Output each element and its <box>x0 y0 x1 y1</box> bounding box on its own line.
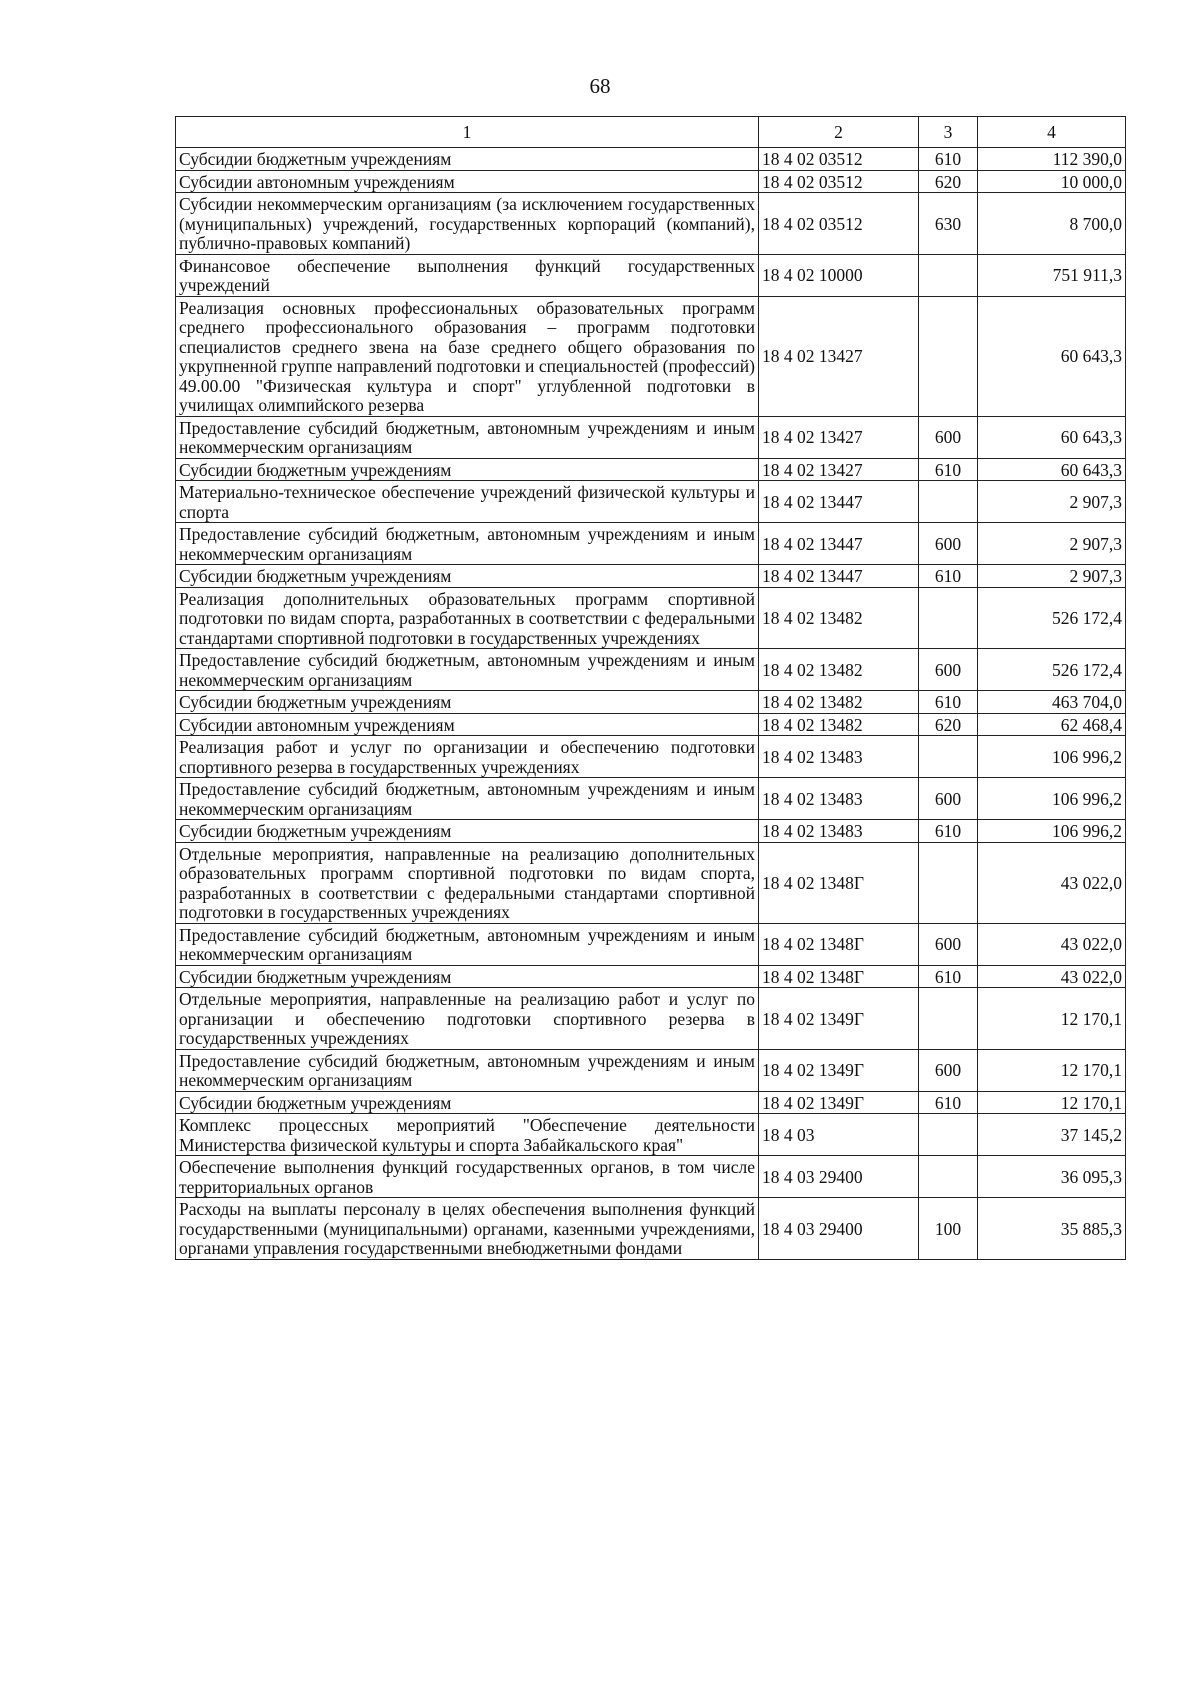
row-name-cell: Субсидии автономным учреждениям <box>176 713 759 736</box>
row-expense-type-cell <box>919 1114 978 1156</box>
row-name-cell: Отдельные мероприятия, направленные на реализацию дополнительных образовательных программ спортивной подготовки по видам спорта, разработанных в соответствии с федеральными стандартами спортивной подготовки в государственных учреждениях <box>176 842 759 923</box>
row-amount-cell: 106 996,2 <box>978 820 1126 843</box>
row-expense-type-cell: 600 <box>919 778 978 820</box>
row-code-cell: 18 4 02 10000 <box>759 254 919 296</box>
row-code-cell: 18 4 03 29400 <box>759 1198 919 1260</box>
row-code-cell: 18 4 02 13427 <box>759 458 919 481</box>
row-amount-cell: 751 911,3 <box>978 254 1126 296</box>
column-header-code: 2 <box>759 117 919 148</box>
row-code-cell: 18 4 02 13482 <box>759 713 919 736</box>
row-name-cell: Предоставление субсидий бюджетным, автономным учреждениям и иным некоммерческим организациям <box>176 1049 759 1091</box>
row-name-cell: Предоставление субсидий бюджетным, автономным учреждениям и иным некоммерческим организациям <box>176 416 759 458</box>
row-amount-cell: 37 145,2 <box>978 1114 1126 1156</box>
row-expense-type-cell: 600 <box>919 649 978 691</box>
row-code-cell: 18 4 02 1348Г <box>759 842 919 923</box>
row-name-cell: Предоставление субсидий бюджетным, автономным учреждениям и иным некоммерческим организациям <box>176 778 759 820</box>
row-code-cell: 18 4 02 13483 <box>759 736 919 778</box>
row-code-cell: 18 4 02 03512 <box>759 170 919 193</box>
row-expense-type-cell: 610 <box>919 691 978 714</box>
row-code-cell: 18 4 02 1349Г <box>759 1091 919 1114</box>
table-row <box>176 1091 1126 1114</box>
row-name-cell: Субсидии бюджетным учреждениям <box>176 458 759 481</box>
table-row <box>176 736 1126 778</box>
row-amount-cell: 62 468,4 <box>978 713 1126 736</box>
row-name-cell: Субсидии бюджетным учреждениям <box>176 565 759 588</box>
row-amount-cell: 2 907,3 <box>978 481 1126 523</box>
row-name-cell: Субсидии бюджетным учреждениям <box>176 820 759 843</box>
row-expense-type-cell: 600 <box>919 923 978 965</box>
row-name-cell: Субсидии автономным учреждениям <box>176 170 759 193</box>
row-name-cell: Реализация основных профессиональных образовательных программ среднего профессионального образования – программ подготовки специалистов среднего звена на базе среднего общего образования по укрупненной группе направлений подготовки и специальностей (профессий) 49.00.00 "Физическая культура и спорт" углубленной подготовки в училищах олимпийского резерва <box>176 296 759 416</box>
row-expense-type-cell <box>919 254 978 296</box>
table-row <box>176 193 1126 255</box>
table-row <box>176 170 1126 193</box>
row-expense-type-cell: 610 <box>919 965 978 988</box>
table-row <box>176 587 1126 649</box>
table-row <box>176 691 1126 714</box>
table-row <box>176 1049 1126 1091</box>
row-amount-cell: 526 172,4 <box>978 649 1126 691</box>
row-code-cell: 18 4 02 1349Г <box>759 988 919 1050</box>
row-code-cell: 18 4 02 03512 <box>759 148 919 171</box>
row-amount-cell: 106 996,2 <box>978 778 1126 820</box>
row-expense-type-cell <box>919 296 978 416</box>
row-expense-type-cell: 610 <box>919 148 978 171</box>
table-row <box>176 1156 1126 1198</box>
table-row <box>176 565 1126 588</box>
row-amount-cell: 60 643,3 <box>978 296 1126 416</box>
table-header <box>176 117 1126 148</box>
row-name-cell: Субсидии бюджетным учреждениям <box>176 691 759 714</box>
row-amount-cell: 2 907,3 <box>978 565 1126 588</box>
row-amount-cell: 43 022,0 <box>978 923 1126 965</box>
row-code-cell: 18 4 02 03512 <box>759 193 919 255</box>
row-name-cell: Субсидии бюджетным учреждениям <box>176 1091 759 1114</box>
row-name-cell: Субсидии некоммерческим организациям (за исключением государственных (муниципальных) учреждений, государственных корпораций (компаний), публично-правовых компаний) <box>176 193 759 255</box>
row-expense-type-cell: 100 <box>919 1198 978 1260</box>
row-name-cell: Реализация дополнительных образовательных программ спортивной подготовки по видам спорта, разработанных в соответствии с федеральными стандартами спортивной подготовки в государственных учреждениях <box>176 587 759 649</box>
row-expense-type-cell <box>919 481 978 523</box>
row-expense-type-cell: 600 <box>919 523 978 565</box>
row-expense-type-cell: 610 <box>919 458 978 481</box>
row-expense-type-cell <box>919 736 978 778</box>
row-name-cell: Расходы на выплаты персоналу в целях обеспечения выполнения функций государственными (муниципальными) органами, казенными учреждениями, органами управления государственными внебюджетными фондами <box>176 1198 759 1260</box>
column-header-expense-type: 3 <box>919 117 978 148</box>
table-row <box>176 416 1126 458</box>
row-code-cell: 18 4 02 13447 <box>759 523 919 565</box>
row-name-cell: Предоставление субсидий бюджетным, автономным учреждениям и иным некоммерческим организациям <box>176 523 759 565</box>
row-expense-type-cell <box>919 587 978 649</box>
row-code-cell: 18 4 02 13483 <box>759 820 919 843</box>
row-amount-cell: 43 022,0 <box>978 842 1126 923</box>
table-row <box>176 254 1126 296</box>
row-expense-type-cell <box>919 988 978 1050</box>
table-row <box>176 842 1126 923</box>
table-row <box>176 1114 1126 1156</box>
row-code-cell: 18 4 02 13447 <box>759 481 919 523</box>
row-amount-cell: 10 000,0 <box>978 170 1126 193</box>
table-row <box>176 296 1126 416</box>
row-amount-cell: 43 022,0 <box>978 965 1126 988</box>
row-amount-cell: 2 907,3 <box>978 523 1126 565</box>
header-row <box>176 117 1126 148</box>
row-amount-cell: 8 700,0 <box>978 193 1126 255</box>
row-expense-type-cell <box>919 842 978 923</box>
row-code-cell: 18 4 02 13447 <box>759 565 919 588</box>
row-expense-type-cell: 610 <box>919 1091 978 1114</box>
table-row <box>176 649 1126 691</box>
page-number: 68 <box>589 74 611 98</box>
row-amount-cell: 12 170,1 <box>978 1049 1126 1091</box>
column-header-name: 1 <box>176 117 759 148</box>
row-code-cell: 18 4 02 13483 <box>759 778 919 820</box>
row-code-cell: 18 4 02 1349Г <box>759 1049 919 1091</box>
row-name-cell: Обеспечение выполнения функций государственных органов, в том числе территориальных органов <box>176 1156 759 1198</box>
row-name-cell: Комплекс процессных мероприятий "Обеспечение деятельности Министерства физической культуры и спорта Забайкальского края" <box>176 1114 759 1156</box>
row-code-cell: 18 4 03 <box>759 1114 919 1156</box>
row-amount-cell: 35 885,3 <box>978 1198 1126 1260</box>
row-code-cell: 18 4 02 13482 <box>759 587 919 649</box>
table-row <box>176 988 1126 1050</box>
row-expense-type-cell: 600 <box>919 1049 978 1091</box>
row-name-cell: Реализация работ и услуг по организации и обеспечению подготовки спортивного резерва в государственных учреждениях <box>176 736 759 778</box>
table-row <box>176 713 1126 736</box>
row-name-cell: Субсидии бюджетным учреждениям <box>176 965 759 988</box>
table-body <box>176 148 1126 1260</box>
budget-table <box>175 116 1126 1260</box>
row-expense-type-cell: 620 <box>919 713 978 736</box>
table-row <box>176 523 1126 565</box>
row-amount-cell: 106 996,2 <box>978 736 1126 778</box>
table-row <box>176 481 1126 523</box>
row-code-cell: 18 4 02 13427 <box>759 296 919 416</box>
row-amount-cell: 112 390,0 <box>978 148 1126 171</box>
row-name-cell: Предоставление субсидий бюджетным, автономным учреждениям и иным некоммерческим организациям <box>176 649 759 691</box>
table-row <box>176 148 1126 171</box>
row-name-cell: Материально-техническое обеспечение учреждений физической культуры и спорта <box>176 481 759 523</box>
column-header-amount: 4 <box>978 117 1126 148</box>
table-row <box>176 965 1126 988</box>
row-expense-type-cell: 610 <box>919 820 978 843</box>
table-row <box>176 1198 1126 1260</box>
row-name-cell: Предоставление субсидий бюджетным, автономным учреждениям и иным некоммерческим организациям <box>176 923 759 965</box>
table-row <box>176 458 1126 481</box>
row-amount-cell: 12 170,1 <box>978 988 1126 1050</box>
row-expense-type-cell: 600 <box>919 416 978 458</box>
row-name-cell: Отдельные мероприятия, направленные на реализацию работ и услуг по организации и обеспечению подготовки спортивного резерва в государственных учреждениях <box>176 988 759 1050</box>
row-code-cell: 18 4 02 13427 <box>759 416 919 458</box>
row-code-cell: 18 4 03 29400 <box>759 1156 919 1198</box>
row-code-cell: 18 4 02 13482 <box>759 691 919 714</box>
row-code-cell: 18 4 02 13482 <box>759 649 919 691</box>
row-amount-cell: 36 095,3 <box>978 1156 1126 1198</box>
row-amount-cell: 12 170,1 <box>978 1091 1126 1114</box>
row-expense-type-cell: 630 <box>919 193 978 255</box>
row-amount-cell: 60 643,3 <box>978 416 1126 458</box>
row-name-cell: Финансовое обеспечение выполнения функций государственных учреждений <box>176 254 759 296</box>
row-code-cell: 18 4 02 1348Г <box>759 923 919 965</box>
row-amount-cell: 463 704,0 <box>978 691 1126 714</box>
row-expense-type-cell <box>919 1156 978 1198</box>
row-expense-type-cell: 610 <box>919 565 978 588</box>
row-amount-cell: 60 643,3 <box>978 458 1126 481</box>
table-row <box>176 820 1126 843</box>
row-amount-cell: 526 172,4 <box>978 587 1126 649</box>
table-row <box>176 778 1126 820</box>
table-row <box>176 923 1126 965</box>
row-name-cell: Субсидии бюджетным учреждениям <box>176 148 759 171</box>
row-expense-type-cell: 620 <box>919 170 978 193</box>
row-code-cell: 18 4 02 1348Г <box>759 965 919 988</box>
